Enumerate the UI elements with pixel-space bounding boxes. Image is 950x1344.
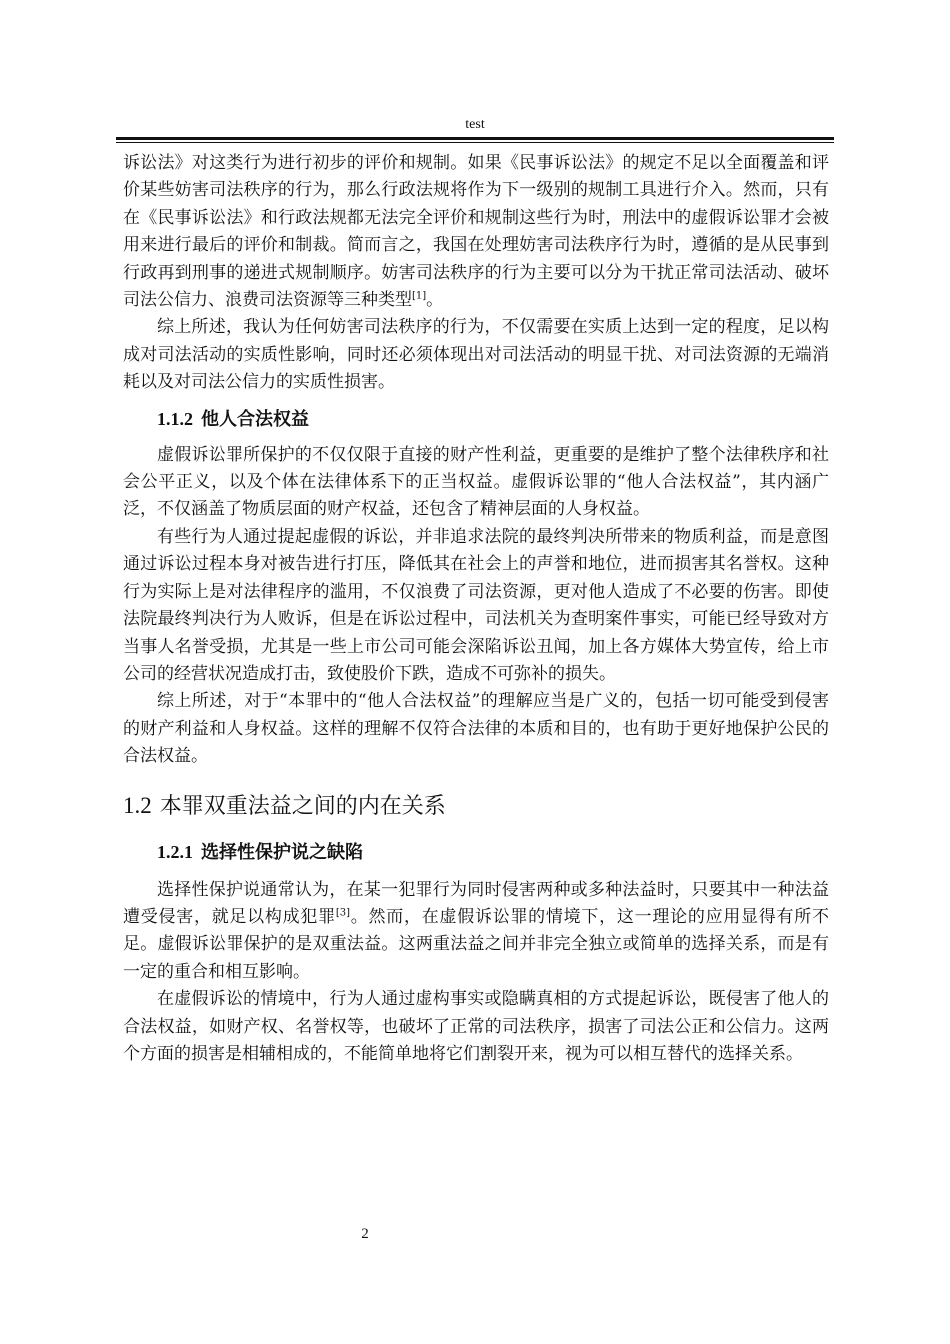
section-number: 1.1.2 [157,408,193,429]
paragraph-summary-1: 综上所述，我认为任何妨害司法秩序的行为，不仅需要在实质上达到一定的程度，足以构成对司法活动的实质性影响，同时还必须体现出对司法活动的明显干扰、对司法资源的无端消耗以及对司法公信力的实质性损害。 [123,317,829,393]
paragraph-legal-interests: 虚假诉讼罪所保护的不仅仅限于直接的财产性利益，更重要的是维护了整个法律秩序和社会公平正义，以及个体在法律体系下的正当权益。虚假诉讼罪的“他人合法权益”，其内涵广泛，不仅涵盖了物质层面的财产权益，还包含了精神层面的人身权益。 [123,444,829,520]
section-heading-1-2 [123,789,829,820]
citation-ref-3[interactable]: [3] [335,907,351,919]
header-rule-thick [116,137,834,140]
paragraph-reputation-harm: 有些行为人通过提起虚假的诉讼，并非追求法院的最终判决所带来的物质利益，而是意图通过诉讼过程本身对被告进行打压，降低其在社会上的声誉和地位，进而损害其名誉权。这种行为实际上是对法律程序的滥用，不仅浪费了司法资源，更对他人造成了不必要的伤害。即使法院最终判决行为人败诉，但是在诉讼过程中，司法机关为查明案件事实，可能已经导致对方当事人名誉受损，尤其是一些上市公司可能会深陷诉讼丑闻，加上各方媒体大势宣传，给上市公司的经营状况造成打击，致使股价下跌，造成不可弥补的损失。 [123,526,829,684]
paragraph-text-end: 。然而，在虚假诉讼罪的情境下，这一理论的应用显得有所不足。虚假诉讼罪保护的是双重法益。这两重法益之间并非完全独立或简单的选择关系，而是有一定的重合和相互影响。 [123,906,830,982]
paragraph-text-end: 。 [426,290,444,311]
page-body [123,150,829,1068]
paragraph-continuation [123,150,829,314]
paragraph-selective-protection [123,877,829,987]
section-heading-1-2-1 [123,838,829,864]
paragraph-summary-2: 综上所述，对于“本罪中的“他人合法权益”的理解应当是广义的，包括一切可能受到侵害的财产利益和人身权益。这样的理解不仅符合法律的本质和目的，也有助于更好地保护公民的合法权益。 [123,691,829,767]
section-heading-1-1-2 [123,405,829,431]
header-rule-thin [116,142,834,143]
page-header-title: test [465,117,485,132]
section-number: 1.2 [123,792,152,818]
citation-ref-1[interactable]: [1] [412,290,427,302]
paragraph-false-litigation-context: 在虚假诉讼的情境中，行为人通过虚构事实或隐瞒真相的方式提起诉讼，既侵害了他人的合法权益，如财产权、名誉权等，也破坏了正常的司法秩序，损害了司法公正和公信力。这两个方面的损害是相辅相成的，不能简单地将它们割裂开来，视为可以相互替代的选择关系。 [123,989,829,1064]
paragraph-text: 选择性保护说通常认为，在某一犯罪行为同时侵害两种或多种法益时，只要其中一种法益遭受侵害，就足以构成犯罪 [123,879,829,927]
section-number: 1.2.1 [157,841,193,862]
section-title: 本罪双重法益之间的内在关系 [159,793,446,819]
paragraph-text: 诉讼法》对这类行为进行初步的评价和规制。如果《民事诉讼法》的规定不足以全面覆盖和评价某些妨害司法秩序的行为，那么行政法规将作为下一级别的规制工具进行介入。然而，只有在《民事诉讼法》和行政法规都无法完全评价和规制这些行为时，刑法中的虚假诉讼罪才会被用来进行最后的评价和制裁。简而言之，我国在处理妨害司法秩序行为时，遵循的是从民事到行政再到刑事的递进式规制顺序。妨害司法秩序的行为主要可以分为干扰正常司法活动、破坏司法公信力、浪费司法资源等三种类型 [123,153,829,311]
section-title: 他人合法权益 [201,408,309,430]
section-title: 选择性保护说之缺陷 [201,841,363,863]
page-number: 2 [361,1226,369,1242]
